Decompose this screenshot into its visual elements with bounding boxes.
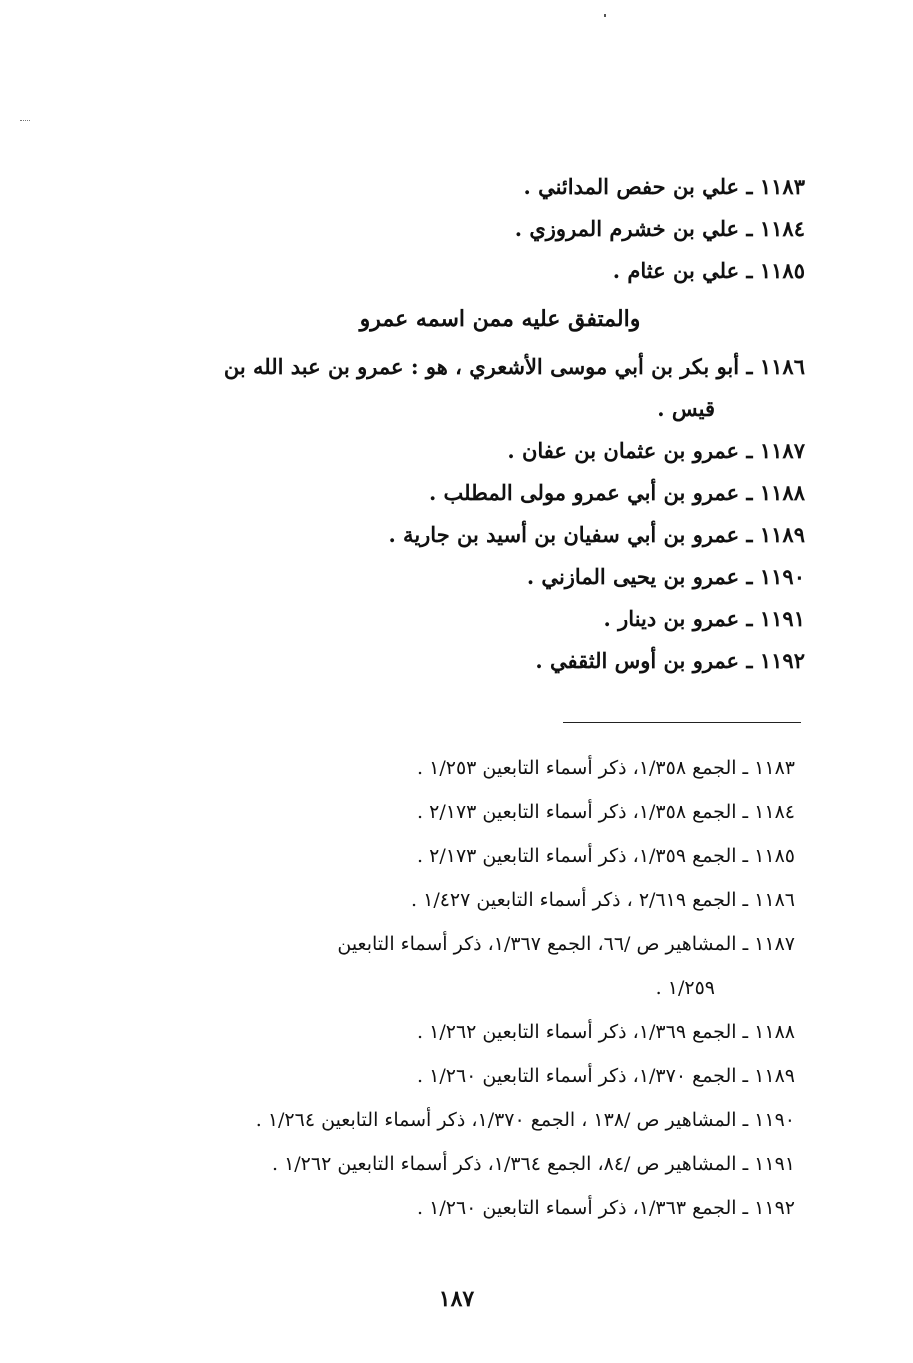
entry-1186: ١١٨٦ ـ أبو بكر بن أبي موسى الأشعري ، هو : عمرو بن عبد الله بن	[223, 354, 805, 379]
scan-speck	[604, 14, 606, 17]
footnote-1187: ١١٨٧ ـ المشاهير ص /٦٦، الجمع ١/٣٦٧، ذكر أسماء التابعين	[337, 933, 795, 955]
footnote-1185: ١١٨٥ ـ الجمع ١/٣٥٩، ذكر أسماء التابعين ٢/١٧٣ .	[417, 845, 795, 867]
page-number: ١٨٧	[438, 1286, 475, 1312]
footnote-1191: ١١٩١ ـ المشاهير ص /٨٤، الجمع ١/٣٦٤، ذكر أسماء التابعين ١/٢٦٢ .	[271, 1153, 795, 1175]
entry-1187: ١١٨٧ ـ عمرو بن عثمان بن عفان .	[507, 438, 805, 463]
footnote-1183: ١١٨٣ ـ الجمع ١/٣٥٨، ذكر أسماء التابعين ١/٢٥٣ .	[417, 757, 795, 779]
entry-1190: ١١٩٠ ـ عمرو بن يحيى المازني .	[526, 564, 805, 589]
entry-1186-continuation: قيس .	[657, 396, 715, 421]
entry-1185: ١١٨٥ ـ علي بن عثام .	[612, 258, 805, 283]
entry-1183: ١١٨٣ ـ علي بن حفص المدائني .	[523, 174, 805, 199]
footnote-1186: ١١٨٦ ـ الجمع ٢/٦١٩ ، ذكر أسماء التابعين ١/٤٢٧ .	[411, 889, 795, 911]
footnote-1184: ١١٨٤ ـ الجمع ١/٣٥٨، ذكر أسماء التابعين ٢/١٧٣ .	[417, 801, 795, 823]
entry-1184: ١١٨٤ ـ علي بن خشرم المروزي .	[514, 216, 805, 241]
section-heading: والمتفق عليه ممن اسمه عمرو	[359, 306, 641, 332]
footnotes	[105, 746, 795, 1230]
footnote-1187-continuation: ١/٢٥٩ .	[655, 977, 715, 999]
scan-speck-left	[20, 120, 30, 125]
entry-1191: ١١٩١ ـ عمرو بن دينار .	[603, 606, 805, 631]
footnote-1189: ١١٨٩ ـ الجمع ١/٣٧٠، ذكر أسماء التابعين ١/٢٦٠ .	[417, 1065, 795, 1087]
footnote-divider	[563, 722, 801, 723]
entry-1192: ١١٩٢ ـ عمرو بن أوس الثقفي .	[535, 648, 805, 673]
footnote-1192: ١١٩٢ ـ الجمع ١/٣٦٣، ذكر أسماء التابعين ١/٢٦٠ .	[417, 1197, 795, 1219]
footnote-1190: ١١٩٠ ـ المشاهير ص /١٣٨ ، الجمع ١/٣٧٠، ذكر أسماء التابعين ١/٢٦٤ .	[255, 1109, 795, 1131]
footnote-1188: ١١٨٨ ـ الجمع ١/٣٦٩، ذكر أسماء التابعين ١/٢٦٢ .	[417, 1021, 795, 1043]
entry-1188: ١١٨٨ ـ عمرو بن أبي عمرو مولى المطلب .	[428, 480, 805, 505]
entry-1189: ١١٨٩ ـ عمرو بن أبي سفيان بن أسيد بن جارية .	[388, 522, 805, 547]
main-entries	[105, 166, 805, 682]
